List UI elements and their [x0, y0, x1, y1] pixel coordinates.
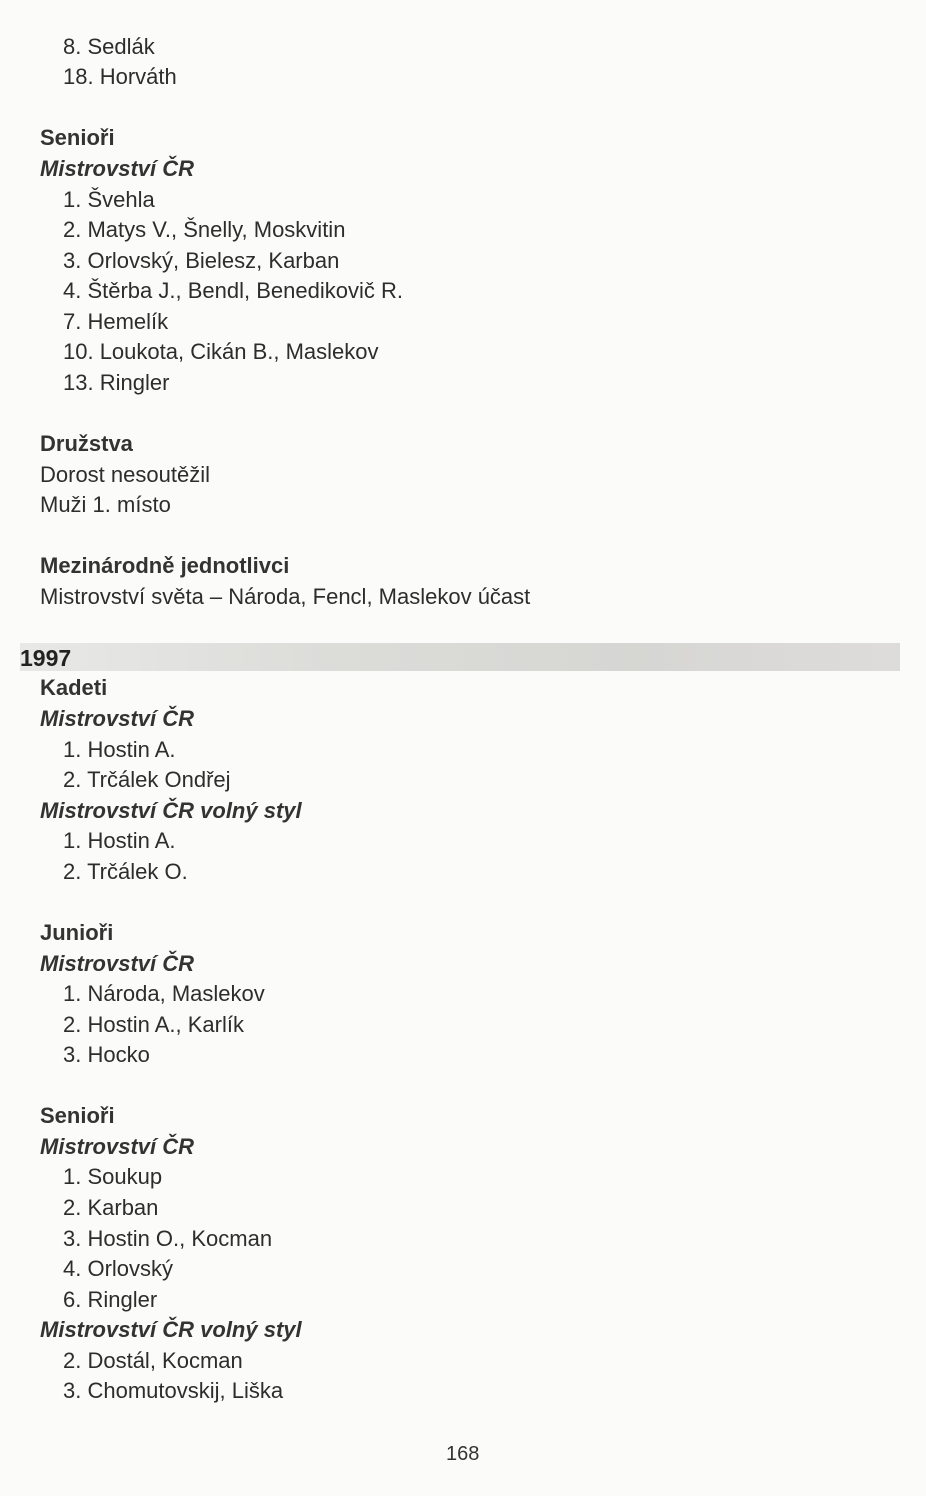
result-line: 2. Trčálek Ondřej	[63, 767, 231, 792]
result-line: 2. Hostin A., Karlík	[63, 1012, 244, 1037]
subsection-heading-championship: Mistrovství ČR	[40, 156, 195, 181]
year-heading: 1997	[20, 645, 72, 671]
result-line: 2. Matys V., Šnelly, Moskvitin	[63, 217, 346, 242]
section-heading-cadets: Kadeti	[40, 675, 108, 700]
result-line: 1. Švehla	[63, 187, 155, 212]
section-heading-juniors: Junioři	[40, 920, 114, 945]
result-line: 1. Soukup	[63, 1164, 163, 1189]
result-line: 2. Trčálek O.	[63, 859, 188, 884]
result-line: 2. Dostál, Kocman	[63, 1348, 243, 1373]
teams-line: Muži 1. místo	[40, 492, 171, 517]
result-line: 3. Hostin O., Kocman	[63, 1226, 273, 1251]
result-line: 1. Hostin A.	[63, 828, 176, 853]
section-heading-seniors-1996: Senioři	[40, 125, 115, 150]
result-line: 6. Ringler	[63, 1287, 158, 1312]
result-line: 4. Orlovský	[63, 1256, 174, 1281]
result-line: 3. Hocko	[63, 1042, 150, 1067]
result-line: 18. Horváth	[63, 64, 177, 89]
result-line: 4. Štěrba J., Bendl, Benedikovič R.	[63, 278, 403, 303]
subsection-heading-freestyle: Mistrovství ČR volný styl	[40, 798, 302, 823]
result-line: 1. Hostin A.	[63, 737, 176, 762]
result-line: 8. Sedlák	[63, 34, 155, 59]
teams-line: Dorost nesoutěžil	[40, 462, 210, 487]
result-line: 3. Orlovský, Bielesz, Karban	[63, 248, 340, 273]
result-line: 10. Loukota, Cikán B., Maslekov	[63, 339, 379, 364]
page-number: 168	[446, 1443, 480, 1465]
year-band	[20, 643, 900, 671]
subsection-heading-championship: Mistrovství ČR	[40, 706, 195, 731]
subsection-heading-freestyle: Mistrovství ČR volný styl	[40, 1317, 302, 1342]
result-line: 2. Karban	[63, 1195, 159, 1220]
subsection-heading-championship: Mistrovství ČR	[40, 951, 195, 976]
result-line: 7. Hemelík	[63, 309, 169, 334]
international-line: Mistrovství světa – Národa, Fencl, Maslekov účast	[40, 584, 531, 609]
result-line: 1. Národa, Maslekov	[63, 981, 265, 1006]
section-heading-teams: Družstva	[40, 431, 133, 456]
result-line: 13. Ringler	[63, 370, 170, 395]
result-line: 3. Chomutovskij, Liška	[63, 1378, 284, 1403]
section-heading-international: Mezinárodně jednotlivci	[40, 553, 290, 578]
subsection-heading-championship: Mistrovství ČR	[40, 1134, 195, 1159]
section-heading-seniors-1997: Senioři	[40, 1103, 115, 1128]
